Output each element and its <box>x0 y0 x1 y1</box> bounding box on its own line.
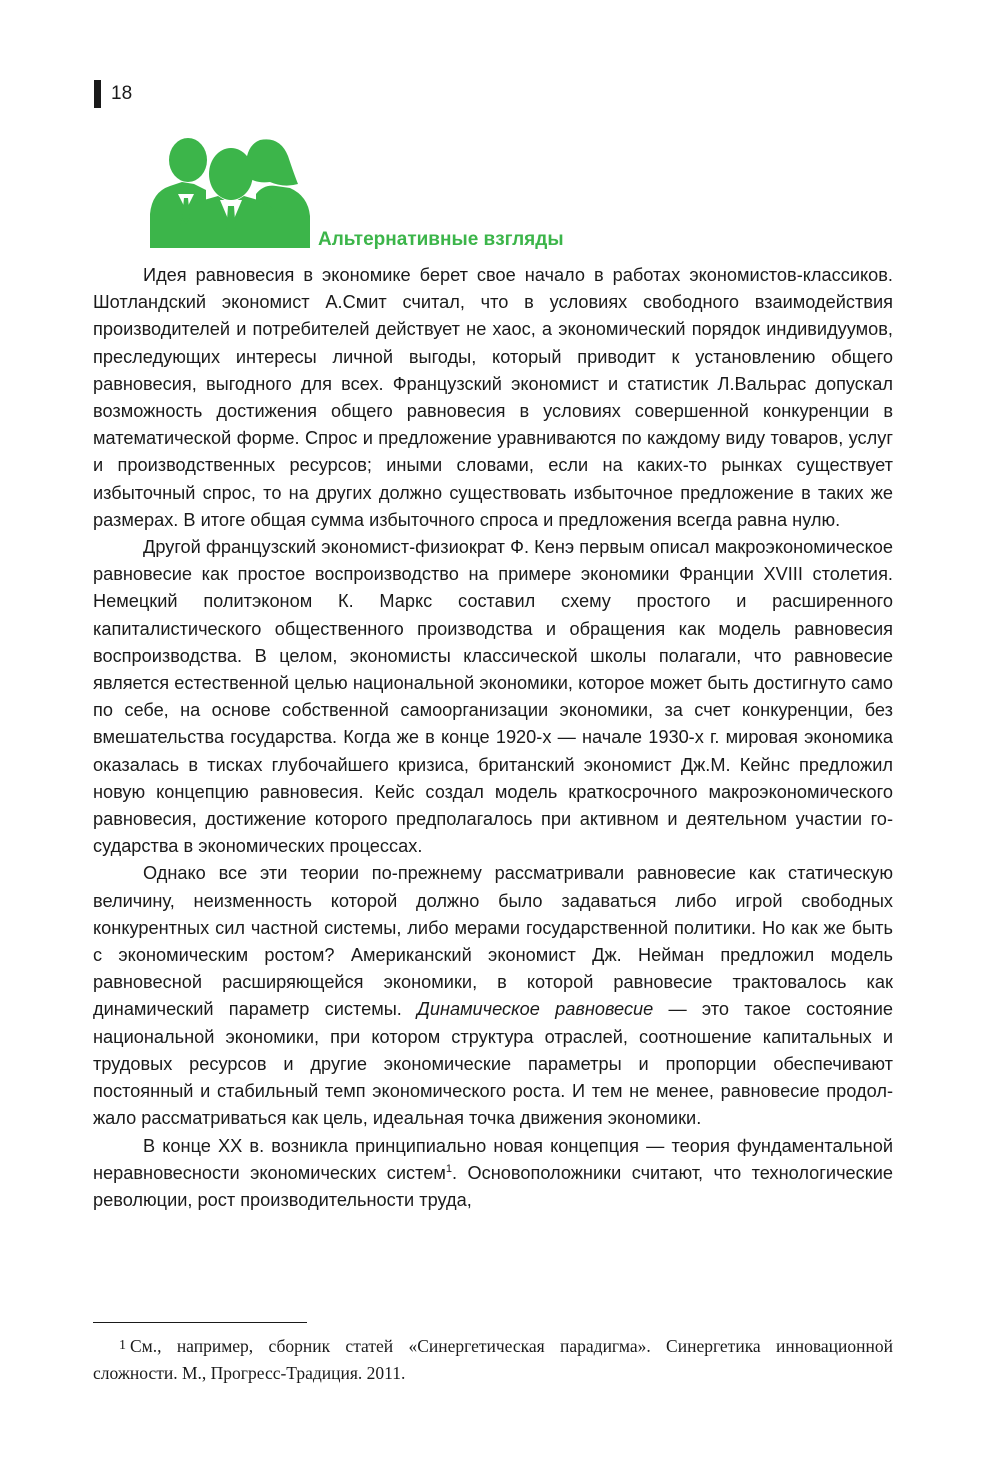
footnote-text: См., например, сборник статей «Синергетическая парадигма». Синергетика инновационной сложности. М., Прогресс-Традиция. 2011. <box>93 1336 893 1383</box>
page-number: 18 <box>111 83 133 104</box>
section-title: Альтернативные взгляды <box>318 229 564 250</box>
paragraph-3 <box>93 860 893 1132</box>
body-text <box>93 262 893 1214</box>
people-group-icon <box>148 134 314 248</box>
footnote-reference[interactable]: 1 <box>445 1162 452 1175</box>
paragraph-4-end: . Основоположники считают, что технологические революции, рост производительности труда, <box>93 1162 893 1210</box>
footnote <box>93 1332 893 1387</box>
dynamic-equilibrium-term: Динамическое равновесие <box>417 999 654 1020</box>
paragraph-2: Другой французский экономист-физиократ Ф. Кенэ первым описал макроэкономическое равновесие как простое воспроизводство на примере экономики Франции XVIII столетия. Немецкий политэконом К. Маркс составил схему простого и расширенного капиталистического общественного производства и обращения как модель равновесия воспроизводства. В целом, экономисты классической школы полагали, что равновесие является естественной целью национальной экономики, которое может быть достигнуто само по себе, на основе собственной самоорганизации экономики, за счет конкуренции, без вмешательства государства. Когда же в конце 1920-х — начале 1930-х г. мировая экономика оказалась в тисках глубочайшего кризиса, британский экономист Дж.М. Кейнс предложил новую концепцию равновесия. Кейс создал модель краткосрочного макроэкономического равновесия, достижение которого предполагалось при активном и деятельном участии государства в экономических процессах. <box>93 537 893 857</box>
paragraph-4-start: В конце XX в. возникла принципиально новая концепция — теория фундаментальной неравновесности экономических систем <box>93 1135 893 1183</box>
paragraph-3-start: Однако все эти теории по-прежнему рассматривали равновесие как статическую величину, неизменность которой должно было задаваться либо игрой свободных конкурентных сил частной системы, либо мерами государственной политики. Но как же быть с экономическим ростом? Американский экономист Дж. Нейман предложил модель равновесной расширяющейся экономики, в которой равновесие трактовалось как динамический параметр системы. <box>93 863 893 1020</box>
page-marker-bar <box>94 80 101 108</box>
footnote-divider <box>93 1322 307 1323</box>
footnote-mark: 1 <box>119 1338 126 1353</box>
paragraph-4 <box>93 1133 893 1215</box>
paragraph-3-end: — это такое состояние национальной экономики, при котором структура отраслей, соотношение капитальных и трудовых ресурсов и другие экономические параметры и пропорции обеспечивают постоянный и стабильный темп экономического роста. И тем не менее, равновесие продолжало рассматриваться как цель, идеальная точка движения экономики. <box>93 999 893 1129</box>
paragraph-1: Идея равновесия в экономике берет свое начало в работах экономистов-классиков. Шотландский экономист А.Смит считал, что в условиях свободного взаимодействия производителей и потребителей действует не хаос, а экономический порядок индивидуумов, преследующих интересы личной выгоды, который приводит к установлению общего равновесия, выгодного для всех. Французский экономист и статистик Л.Вальрас допускал возможность достижения общего равновесия в условиях совершенной конкуренции в математической форме. Спрос и предложение уравниваются по каждому виду товаров, услуг и производственных ресурсов; иными словами, если на каких-то рынках существует избыточный спрос, то на других должно существовать избыточное предложение в таких же размерах. В итоге общая сумма избыточного спроса и предложения всегда равна нулю. <box>93 265 893 530</box>
